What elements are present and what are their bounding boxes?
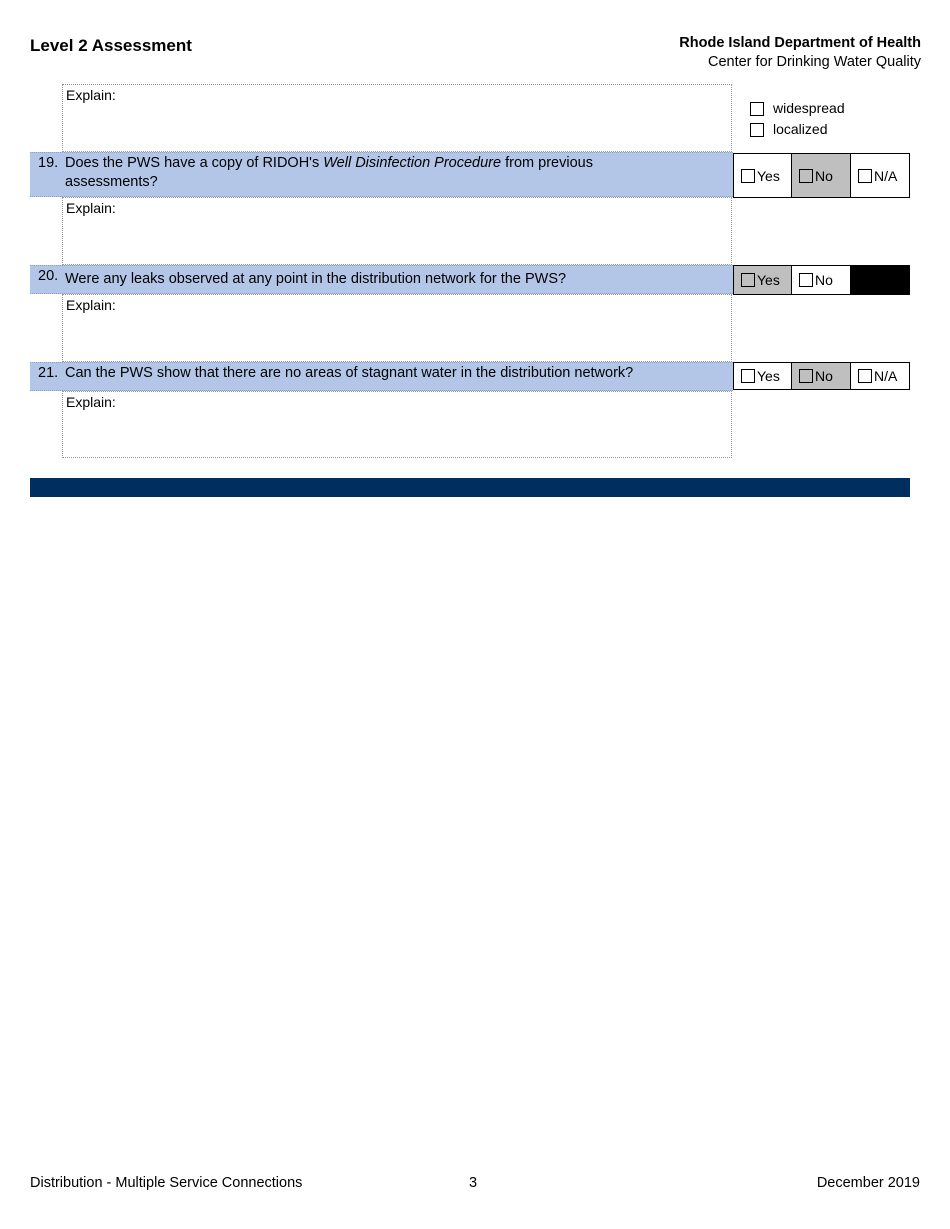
q21-checkbox-yes[interactable] bbox=[741, 369, 755, 383]
q20-option-blank bbox=[851, 266, 909, 294]
question-19-text-a: Does the PWS have a copy of RIDOH's bbox=[65, 155, 324, 171]
footer-document-name: Distribution - Multiple Service Connections bbox=[30, 1175, 303, 1191]
q21-checkbox-no[interactable] bbox=[799, 369, 813, 383]
org-block bbox=[679, 34, 921, 72]
explain-box-20[interactable] bbox=[62, 294, 732, 362]
question-20-options bbox=[733, 265, 910, 295]
q21-na-label: N/A bbox=[874, 368, 898, 384]
option-widespread[interactable] bbox=[750, 98, 845, 119]
option-localized[interactable] bbox=[750, 119, 845, 140]
q20-yes-label: Yes bbox=[757, 272, 780, 288]
question-19-text-b: from previous assessments? bbox=[65, 155, 593, 190]
explain-label: Explain: bbox=[66, 297, 116, 313]
question-21-options bbox=[733, 362, 910, 390]
section-divider-band bbox=[30, 478, 910, 497]
checkbox-localized[interactable] bbox=[750, 123, 764, 137]
q19-checkbox-na[interactable] bbox=[858, 169, 872, 183]
document-title: Level 2 Assessment bbox=[30, 36, 192, 55]
q20-no-label: No bbox=[815, 272, 833, 288]
q20-checkbox-yes[interactable] bbox=[741, 273, 755, 287]
q20-option-yes[interactable] bbox=[734, 266, 792, 294]
q20-checkbox-no[interactable] bbox=[799, 273, 813, 287]
q21-yes-label: Yes bbox=[757, 368, 780, 384]
q21-checkbox-na[interactable] bbox=[858, 369, 872, 383]
q21-option-yes[interactable] bbox=[734, 363, 792, 389]
question-20-text: Were any leaks observed at any point in the distribution network for the PWS? bbox=[65, 271, 567, 287]
question-19-number: 19. bbox=[38, 155, 59, 171]
org-name: Rhode Island Department of Health bbox=[679, 35, 921, 51]
explain-label: Explain: bbox=[66, 87, 116, 103]
q19-option-yes[interactable] bbox=[734, 154, 792, 197]
question-20-number: 20. bbox=[38, 268, 59, 284]
org-subtitle: Center for Drinking Water Quality bbox=[707, 54, 921, 70]
q19-yes-label: Yes bbox=[757, 167, 780, 184]
option-localized-label: localized bbox=[773, 121, 828, 137]
q21-option-na[interactable] bbox=[851, 363, 909, 389]
q19-option-no[interactable] bbox=[792, 154, 851, 197]
q19-checkbox-no[interactable] bbox=[799, 169, 813, 183]
q20-option-no[interactable] bbox=[792, 266, 851, 294]
question-19-options bbox=[733, 153, 910, 198]
q21-no-label: No bbox=[815, 368, 833, 384]
question-20-row bbox=[30, 265, 733, 294]
extent-options bbox=[750, 98, 845, 140]
q21-option-no[interactable] bbox=[792, 363, 851, 389]
q19-checkbox-yes[interactable] bbox=[741, 169, 755, 183]
option-widespread-label: widespread bbox=[773, 100, 845, 116]
question-21-text: Can the PWS show that there are no areas of stagnant water in the distribution network? bbox=[65, 365, 634, 381]
explain-box-21[interactable] bbox=[62, 391, 732, 458]
explain-box-18[interactable] bbox=[62, 84, 732, 152]
footer-page-number: 3 bbox=[469, 1175, 478, 1191]
question-19-text bbox=[65, 154, 663, 192]
explain-box-19[interactable] bbox=[62, 197, 732, 265]
q19-no-label: No bbox=[815, 167, 833, 184]
checkbox-widespread[interactable] bbox=[750, 102, 764, 116]
explain-label: Explain: bbox=[66, 394, 116, 410]
footer-date: December 2019 bbox=[816, 1175, 920, 1191]
q19-option-na[interactable] bbox=[851, 154, 909, 197]
q19-na-label: N/A bbox=[874, 167, 898, 184]
question-21-row bbox=[30, 362, 733, 391]
question-21-number: 21. bbox=[38, 365, 59, 381]
question-19-text-italic: Well Disinfection Procedure bbox=[323, 155, 502, 171]
question-19-row bbox=[30, 152, 733, 197]
explain-label: Explain: bbox=[66, 200, 116, 216]
